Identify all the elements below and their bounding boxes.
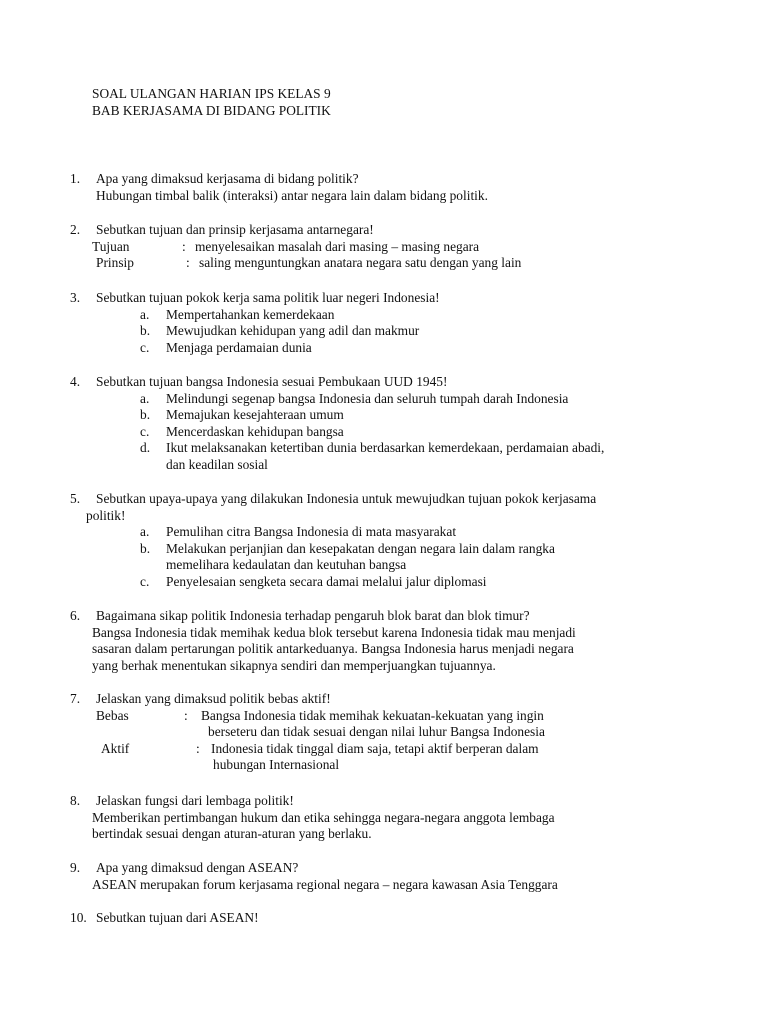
question-3 [70, 290, 690, 356]
question-number: 10. [70, 910, 87, 925]
answer-list [70, 307, 690, 357]
list-item-text: Pemulihan citra Bangsa Indonesia di mata masyarakat [166, 524, 457, 540]
question-text: Jelaskan yang dimaksud politik bebas aktif! [96, 691, 331, 706]
question-text: Sebutkan tujuan dan prinsip kerjasama antarnegara! [96, 222, 374, 237]
list-item [70, 340, 690, 357]
definition-value: Bangsa Indonesia tidak memihak kekuatan-kekuatan yang ingin [201, 707, 544, 723]
question-5 [70, 491, 690, 591]
question-number: 7. [70, 691, 81, 706]
list-marker: b. [140, 540, 151, 556]
answer-line: Memberikan pertimbangan hukum dan etika sehingga negara-negara anggota lembaga [92, 809, 555, 825]
list-marker: c. [140, 573, 150, 589]
list-item-text: Mencerdaskan kehidupan bangsa [166, 423, 344, 439]
list-item [70, 440, 690, 473]
list-item [70, 524, 690, 541]
question-7 [70, 691, 690, 774]
list-marker: c. [140, 423, 150, 439]
list-item [70, 323, 690, 340]
question-4 [70, 374, 690, 474]
list-marker: d. [140, 440, 151, 456]
answer-pair [92, 239, 690, 256]
question-text: Sebutkan tujuan pokok kerja sama politik luar negeri Indonesia! [96, 290, 440, 305]
question-text: Jelaskan fungsi dari lembaga politik! [96, 793, 294, 808]
question-text: Apa yang dimaksud kerjasama di bidang politik? [96, 171, 359, 186]
definition-aktif [101, 741, 690, 774]
question-number: 9. [70, 860, 81, 875]
list-marker: c. [140, 339, 150, 355]
list-item [70, 574, 690, 591]
document-title: SOAL ULANGAN HARIAN IPS KELAS 9 [92, 86, 331, 101]
answer-line: yang berhak menentukan sikapnya sendiri dan memperjuangkan tujuannya. [92, 657, 496, 673]
question-number: 2. [70, 222, 81, 237]
question-number: 1. [70, 171, 81, 186]
question-number: 5. [70, 491, 81, 506]
list-marker: a. [140, 524, 150, 540]
list-item-text: Ikut melaksanakan ketertiban dunia berdasarkan kemerdekaan, perdamaian abadi, [166, 440, 605, 456]
question-10 [70, 910, 690, 927]
list-item [70, 407, 690, 424]
definition-bebas [96, 708, 690, 741]
definition-continuation: hubungan Internasional [213, 757, 340, 773]
list-item-text: Mewujudkan kehidupan yang adil dan makmur [166, 323, 420, 339]
question-number: 3. [70, 290, 81, 305]
list-item-text: Penyelesaian sengketa secara damai melalui jalur diplomasi [166, 573, 487, 589]
list-item [70, 307, 690, 324]
answer-line: Bangsa Indonesia tidak memihak kedua blok tersebut karena Indonesia tidak mau menjadi [92, 624, 576, 640]
definition-key: Bebas [96, 707, 129, 723]
answer-line: ASEAN merupakan forum kerjasama regional negara – negara kawasan Asia Tenggara [92, 876, 558, 892]
pair-key: Prinsip [96, 255, 134, 271]
definition-key: Aktif [101, 740, 130, 756]
pair-value: saling menguntungkan anatara negara satu dengan yang lain [199, 255, 522, 271]
answer-line: sasaran dalam pertarungan politik antarkeduanya. Bangsa Indonesia harus menjadi negara [92, 641, 574, 657]
document-header [92, 86, 331, 119]
list-item-text: Menjaga perdamaian dunia [166, 339, 312, 355]
list-item [70, 541, 690, 574]
question-text: Sebutkan tujuan dari ASEAN! [96, 910, 259, 925]
list-item [70, 391, 690, 408]
list-item-text: Melakukan perjanjian dan kesepakatan dengan negara lain dalam rangka [166, 540, 555, 556]
question-text: Apa yang dimaksud dengan ASEAN? [96, 860, 299, 875]
question-8 [70, 793, 690, 843]
pair-value: menyelesaikan masalah dari masing – masing negara [195, 238, 480, 254]
answer-list [70, 524, 690, 590]
definition-continuation: berseteru dan tidak sesuai dengan nilai luhur Bangsa Indonesia [208, 724, 545, 740]
definition-value: Indonesia tidak tinggal diam saja, tetapi aktif berperan dalam [211, 740, 539, 756]
question-text-continuation: politik! [86, 507, 126, 523]
question-number: 8. [70, 793, 81, 808]
question-number: 6. [70, 608, 81, 623]
list-item-continuation: dan keadilan sosial [166, 456, 268, 472]
question-text: Sebutkan upaya-upaya yang dilakukan Indonesia untuk mewujudkan tujuan pokok kerjasama [96, 491, 597, 506]
list-item [70, 424, 690, 441]
pair-separator: : [186, 255, 190, 271]
answer-text: Hubungan timbal balik (interaksi) antar negara lain dalam bidang politik. [96, 187, 488, 203]
answer-pair [96, 255, 690, 272]
list-marker: a. [140, 306, 150, 322]
list-item-text: Mempertahankan kemerdekaan [166, 306, 335, 322]
list-item-text: Memajukan kesejahteraan umum [166, 407, 344, 423]
question-text: Bagaimana sikap politik Indonesia terhadap pengaruh blok barat dan blok timur? [96, 608, 530, 623]
question-9 [70, 860, 690, 893]
list-marker: a. [140, 390, 150, 406]
answer-line: bertindak sesuai dengan aturan-aturan yang berlaku. [92, 826, 372, 842]
definition-separator: : [184, 707, 188, 723]
document-subtitle: BAB KERJASAMA DI BIDANG POLITIK [92, 102, 331, 118]
pair-key: Tujuan [92, 238, 130, 254]
question-1 [70, 171, 690, 204]
list-item-continuation: memelihara kedaulatan dan keutuhan bangsa [166, 557, 407, 573]
question-number: 4. [70, 374, 81, 389]
list-item-text: Melindungi segenap bangsa Indonesia dan seluruh tumpah darah Indonesia [166, 390, 569, 406]
list-marker: b. [140, 323, 151, 339]
pair-separator: : [182, 238, 186, 254]
definition-separator: : [196, 740, 200, 756]
answer-list [70, 391, 690, 474]
question-text: Sebutkan tujuan bangsa Indonesia sesuai Pembukaan UUD 1945! [96, 374, 448, 389]
question-6 [70, 608, 690, 674]
list-marker: b. [140, 407, 151, 423]
question-2 [70, 222, 690, 272]
